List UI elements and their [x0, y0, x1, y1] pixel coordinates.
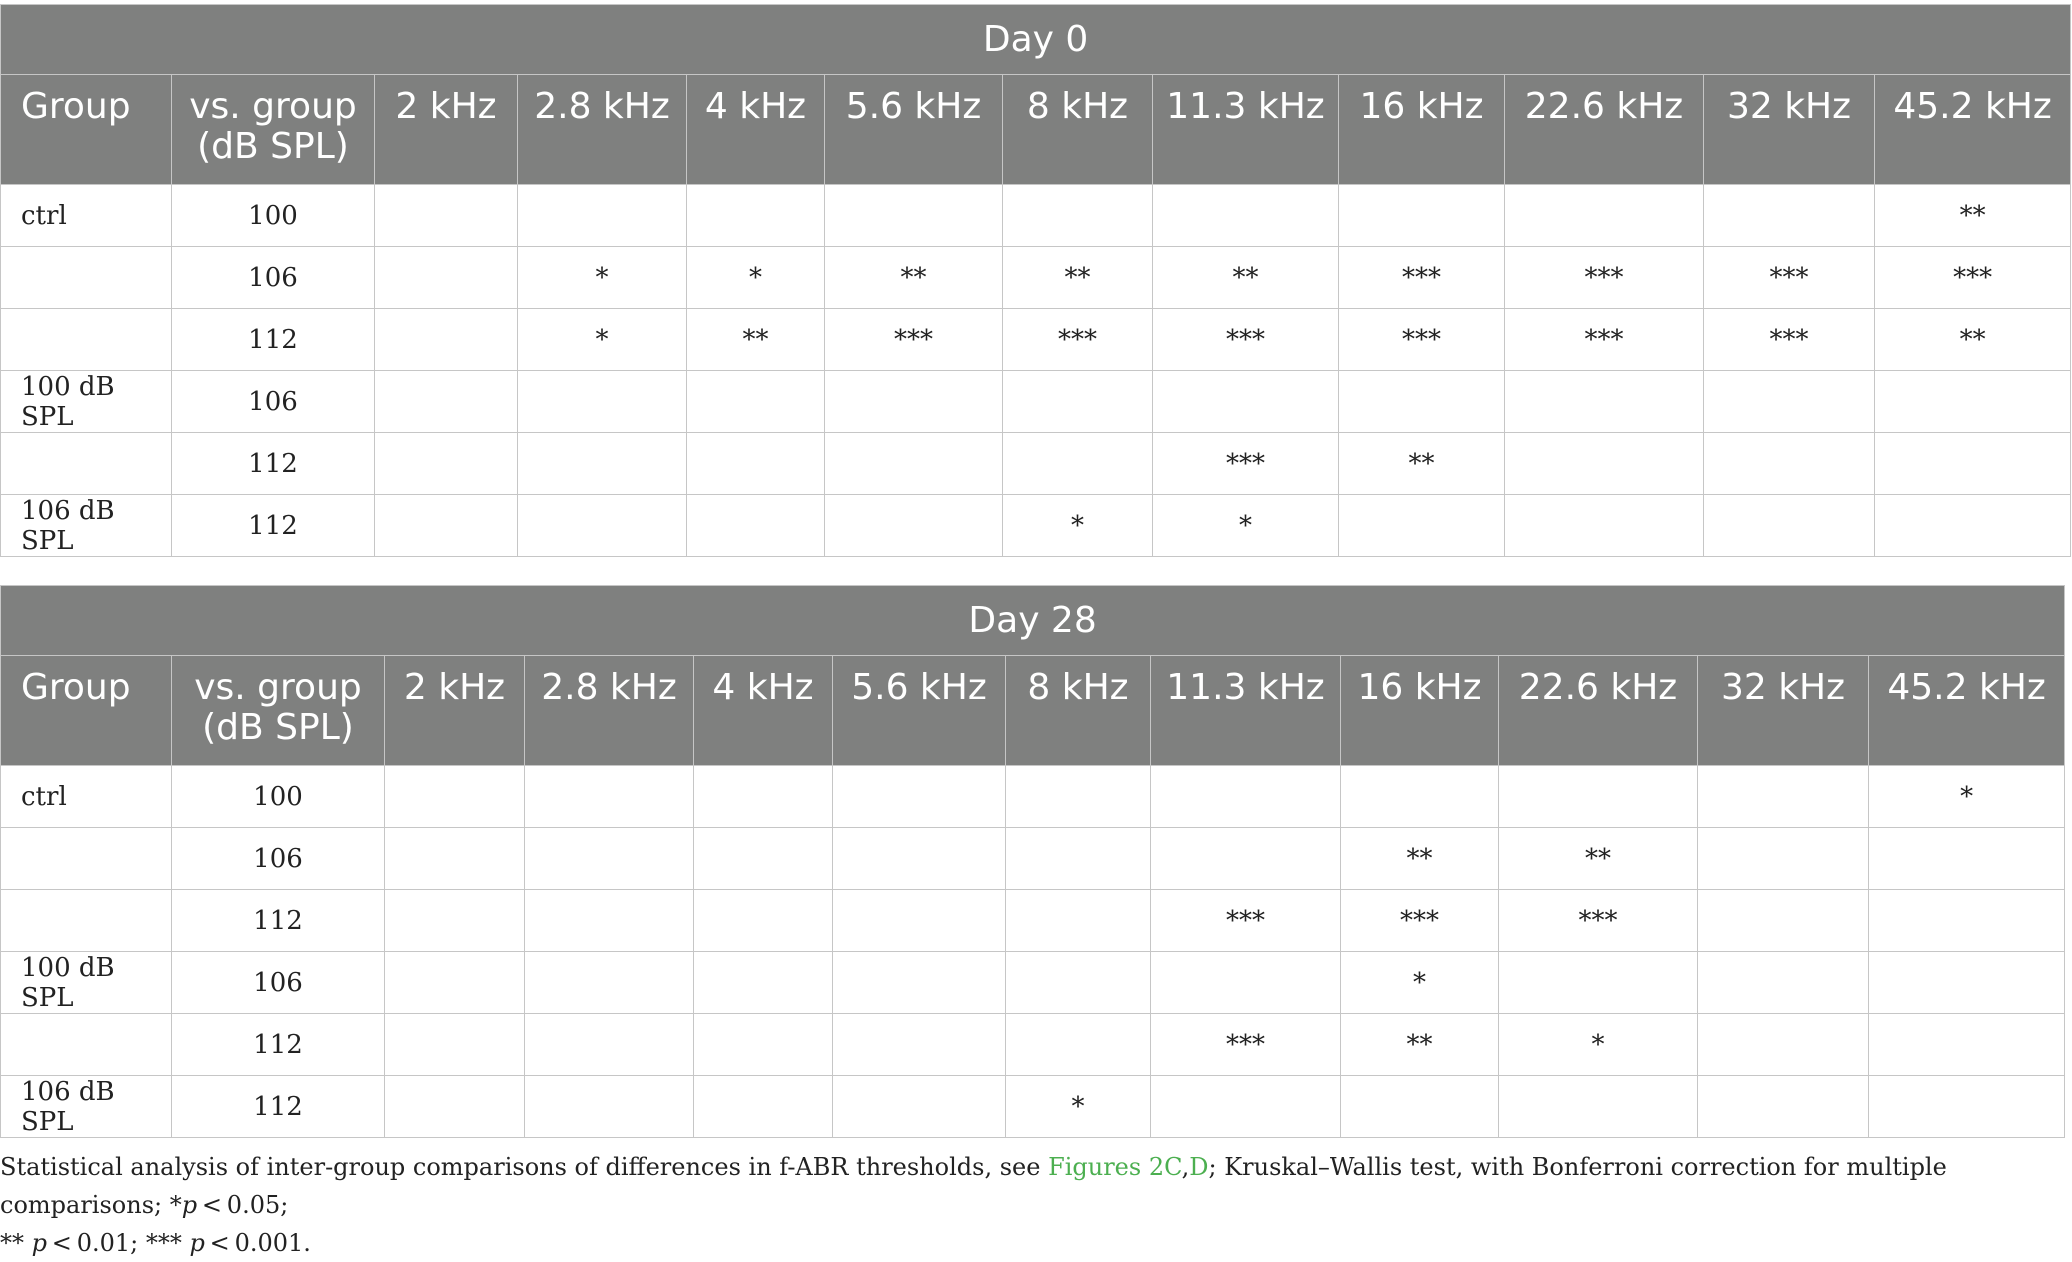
figure-link[interactable]: D [1189, 1153, 1209, 1181]
significance-cell [1505, 371, 1704, 433]
table-row [1, 890, 2065, 952]
significance-cell [385, 828, 525, 890]
vs-group-cell: 100 [172, 766, 385, 828]
significance-cell: *** [1341, 890, 1499, 952]
vs-group-cell: 112 [172, 1014, 385, 1076]
caption-text: < 0.001. [204, 1229, 311, 1257]
header-freq: 45.2 kHz [1869, 656, 2065, 766]
header-vs-group [172, 656, 385, 766]
significance-cell [694, 890, 833, 952]
header-group: Group [1, 75, 172, 185]
day0-body [1, 185, 2071, 557]
group-cell: 106 dB SPL [1, 495, 172, 557]
significance-cell [694, 952, 833, 1014]
header-freq: 8 kHz [1003, 75, 1153, 185]
table-row [1, 433, 2071, 495]
group-cell [1, 309, 172, 371]
significance-cell: ** [1341, 1014, 1499, 1076]
significance-cell [687, 185, 825, 247]
significance-cell: *** [1339, 309, 1505, 371]
header-freq: 2.8 kHz [518, 75, 687, 185]
group-cell: ctrl [1, 185, 172, 247]
group-cell [1, 247, 172, 309]
significance-cell [1499, 1076, 1698, 1138]
header-vs-group-label: vs. group (dB SPL) [194, 667, 362, 748]
significance-cell [1341, 766, 1499, 828]
significance-cell [1003, 371, 1153, 433]
caption-text: < 0.01; *** [47, 1229, 190, 1257]
header-freq: 11.3 kHz [1153, 75, 1339, 185]
significance-cell [687, 433, 825, 495]
significance-cell: ** [1003, 247, 1153, 309]
day0-table [0, 4, 2071, 557]
significance-cell: *** [1003, 309, 1153, 371]
significance-cell [375, 247, 518, 309]
table-row [1, 1014, 2065, 1076]
significance-cell [833, 952, 1006, 1014]
table-row [1, 952, 2065, 1014]
table-row [1, 185, 2071, 247]
vs-group-cell: 112 [172, 1076, 385, 1138]
group-cell: 106 dB SPL [1, 1076, 172, 1138]
significance-cell [1698, 1076, 1869, 1138]
significance-cell: ** [1875, 185, 2071, 247]
significance-cell [833, 1014, 1006, 1076]
p-symbol: p [181, 1191, 198, 1219]
significance-cell [1698, 766, 1869, 828]
group-cell: 100 dB SPL [1, 952, 172, 1014]
significance-cell: *** [1704, 247, 1875, 309]
group-cell: ctrl [1, 766, 172, 828]
significance-cell [833, 766, 1006, 828]
significance-cell [687, 371, 825, 433]
day28-header-row [1, 656, 2065, 766]
significance-cell [1003, 433, 1153, 495]
header-freq: 2 kHz [375, 75, 518, 185]
header-freq: 5.6 kHz [833, 656, 1006, 766]
significance-cell [1006, 890, 1151, 952]
significance-cell [1003, 185, 1153, 247]
significance-cell [525, 766, 694, 828]
group-cell [1, 1014, 172, 1076]
significance-cell: ** [1153, 247, 1339, 309]
significance-cell [525, 1076, 694, 1138]
significance-cell: *** [1151, 890, 1341, 952]
significance-cell [687, 495, 825, 557]
significance-cell [1339, 185, 1505, 247]
day28-title: Day 28 [1, 586, 2065, 656]
significance-cell [1006, 1014, 1151, 1076]
significance-cell [1869, 890, 2065, 952]
table-row [1, 766, 2065, 828]
significance-cell [1869, 1014, 2065, 1076]
significance-cell [1151, 828, 1341, 890]
significance-cell [375, 371, 518, 433]
vs-group-cell: 112 [172, 433, 375, 495]
header-freq: 2.8 kHz [525, 656, 694, 766]
significance-cell [375, 433, 518, 495]
significance-cell [525, 1014, 694, 1076]
significance-cell [825, 433, 1003, 495]
significance-cell [518, 495, 687, 557]
vs-group-cell: 112 [172, 309, 375, 371]
significance-cell [518, 185, 687, 247]
significance-cell: *** [825, 309, 1003, 371]
day28-body [1, 766, 2065, 1138]
significance-cell [1006, 952, 1151, 1014]
significance-cell [385, 890, 525, 952]
significance-cell: *** [1505, 309, 1704, 371]
group-cell: 100 dB SPL [1, 371, 172, 433]
caption-text: ; Kruskal–Wallis test, with Bonferroni correction for multiple comparisons; * [0, 1153, 1947, 1219]
table-caption [0, 1148, 2064, 1262]
significance-cell: ** [1339, 433, 1505, 495]
day0-title: Day 0 [1, 5, 2071, 75]
significance-cell [825, 185, 1003, 247]
header-freq: 8 kHz [1006, 656, 1151, 766]
significance-cell [1006, 766, 1151, 828]
significance-cell [375, 309, 518, 371]
vs-group-cell: 106 [172, 371, 375, 433]
significance-cell: *** [1339, 247, 1505, 309]
vs-group-cell: 112 [172, 890, 385, 952]
header-vs-group [172, 75, 375, 185]
significance-cell: * [518, 247, 687, 309]
significance-cell [1505, 495, 1704, 557]
header-freq: 32 kHz [1698, 656, 1869, 766]
table-row [1, 1076, 2065, 1138]
header-freq: 16 kHz [1339, 75, 1505, 185]
significance-cell [1153, 371, 1339, 433]
header-freq: 22.6 kHz [1499, 656, 1698, 766]
caption-text: Statistical analysis of inter-group comparisons of differences in f-ABR thresholds, see [0, 1153, 1049, 1181]
header-freq: 11.3 kHz [1151, 656, 1341, 766]
table-row [1, 828, 2065, 890]
significance-cell [1875, 371, 2071, 433]
vs-group-cell: 106 [172, 952, 385, 1014]
significance-cell: * [1003, 495, 1153, 557]
significance-cell [385, 952, 525, 1014]
significance-cell: *** [1153, 433, 1339, 495]
significance-cell [694, 1076, 833, 1138]
p-symbol: p [189, 1229, 205, 1257]
table-row [1, 309, 2071, 371]
significance-cell [1698, 952, 1869, 1014]
day28-table [0, 585, 2065, 1138]
caption-text: , [1181, 1153, 1190, 1181]
header-freq: 2 kHz [385, 656, 525, 766]
significance-cell: * [518, 309, 687, 371]
table-row [1, 495, 2071, 557]
significance-cell: * [1153, 495, 1339, 557]
significance-cell [833, 828, 1006, 890]
significance-cell [1151, 952, 1341, 1014]
significance-cell [1339, 371, 1505, 433]
vs-group-cell: 106 [172, 828, 385, 890]
significance-cell [525, 828, 694, 890]
table-row [1, 247, 2071, 309]
significance-cell [1151, 766, 1341, 828]
caption-text: < 0.05; [197, 1191, 289, 1219]
vs-group-cell: 106 [172, 247, 375, 309]
significance-cell [1339, 495, 1505, 557]
significance-cell [1875, 433, 2071, 495]
header-vs-group-label: vs. group (dB SPL) [189, 86, 357, 167]
significance-cell [825, 495, 1003, 557]
significance-cell [1006, 828, 1151, 890]
header-group: Group [1, 656, 172, 766]
group-cell [1, 890, 172, 952]
significance-cell [694, 1014, 833, 1076]
significance-cell [1153, 185, 1339, 247]
significance-cell [1499, 766, 1698, 828]
significance-cell: *** [1505, 247, 1704, 309]
significance-cell: ** [1499, 828, 1698, 890]
significance-cell [1499, 952, 1698, 1014]
significance-cell [525, 952, 694, 1014]
significance-cell: ** [687, 309, 825, 371]
header-freq: 16 kHz [1341, 656, 1499, 766]
significance-cell [833, 1076, 1006, 1138]
significance-cell [1869, 828, 2065, 890]
figure-link[interactable]: Figures 2C [1048, 1153, 1182, 1181]
significance-cell [1704, 371, 1875, 433]
significance-cell: * [687, 247, 825, 309]
significance-cell [825, 371, 1003, 433]
significance-cell: ** [825, 247, 1003, 309]
significance-cell: ** [1341, 828, 1499, 890]
significance-cell [1704, 185, 1875, 247]
vs-group-cell: 112 [172, 495, 375, 557]
significance-cell [525, 890, 694, 952]
significance-cell [1698, 890, 1869, 952]
significance-cell [385, 766, 525, 828]
significance-cell [833, 890, 1006, 952]
header-freq: 4 kHz [687, 75, 825, 185]
p-symbol: p [31, 1229, 48, 1257]
significance-cell [518, 371, 687, 433]
header-freq: 4 kHz [694, 656, 833, 766]
significance-cell: *** [1151, 1014, 1341, 1076]
significance-cell [518, 433, 687, 495]
significance-cell [1704, 495, 1875, 557]
table-row [1, 371, 2071, 433]
significance-cell: *** [1153, 309, 1339, 371]
significance-cell [1704, 433, 1875, 495]
significance-cell [1869, 952, 2065, 1014]
significance-cell [1505, 185, 1704, 247]
significance-cell [694, 766, 833, 828]
significance-cell [385, 1014, 525, 1076]
significance-cell [1875, 495, 2071, 557]
significance-cell: ** [1875, 309, 2071, 371]
group-cell [1, 828, 172, 890]
significance-cell [1341, 1076, 1499, 1138]
caption-text: ** [0, 1229, 32, 1257]
day0-header-row [1, 75, 2071, 185]
header-freq: 5.6 kHz [825, 75, 1003, 185]
significance-cell: * [1499, 1014, 1698, 1076]
significance-cell [1869, 1076, 2065, 1138]
significance-cell [1505, 433, 1704, 495]
header-freq: 45.2 kHz [1875, 75, 2071, 185]
significance-cell [694, 828, 833, 890]
significance-cell: * [1006, 1076, 1151, 1138]
significance-cell: * [1341, 952, 1499, 1014]
significance-cell: *** [1704, 309, 1875, 371]
significance-cell [375, 185, 518, 247]
significance-cell [1698, 828, 1869, 890]
header-freq: 22.6 kHz [1505, 75, 1704, 185]
significance-cell [1698, 1014, 1869, 1076]
group-cell [1, 433, 172, 495]
significance-cell: * [1869, 766, 2065, 828]
significance-cell [385, 1076, 525, 1138]
header-freq: 32 kHz [1704, 75, 1875, 185]
significance-cell [1151, 1076, 1341, 1138]
significance-cell: *** [1875, 247, 2071, 309]
vs-group-cell: 100 [172, 185, 375, 247]
significance-cell [375, 495, 518, 557]
significance-cell: *** [1499, 890, 1698, 952]
